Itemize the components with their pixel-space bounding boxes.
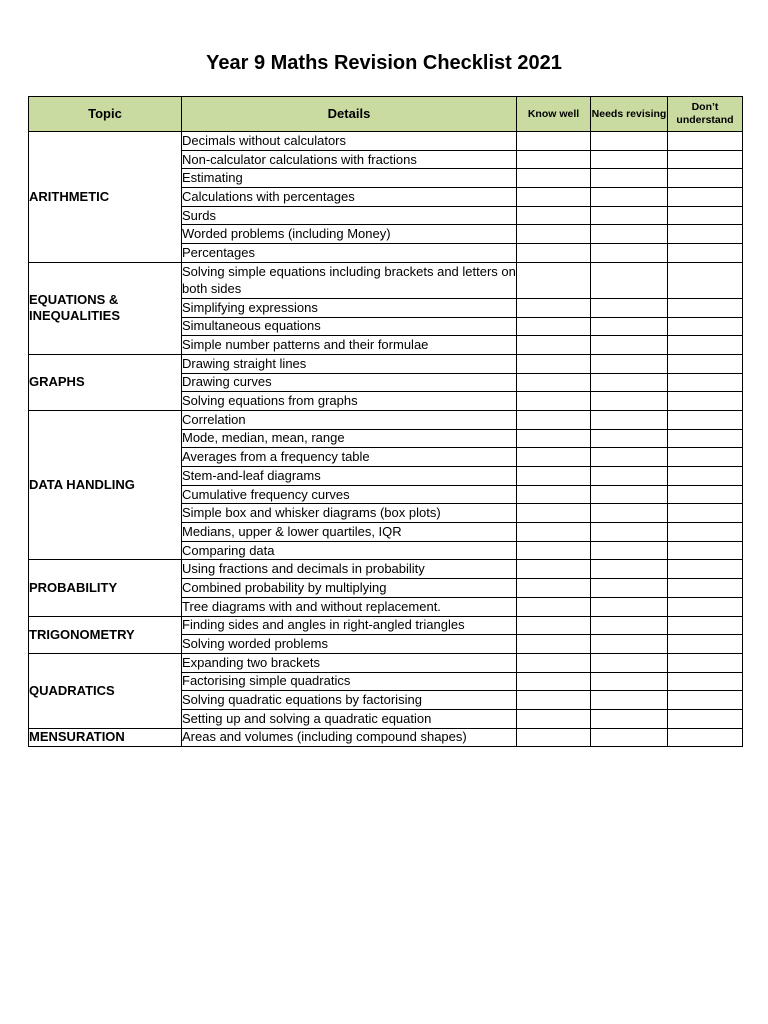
detail-cell: Solving worded problems <box>182 635 517 654</box>
detail-cell: Setting up and solving a quadratic equation <box>182 709 517 728</box>
detail-cell: Simple box and whisker diagrams (box plots) <box>182 504 517 523</box>
know-well-checkbox-cell[interactable] <box>517 354 591 373</box>
topic-cell: GRAPHS <box>29 354 182 410</box>
detail-cell: Mode, median, mean, range <box>182 429 517 448</box>
detail-cell: Non-calculator calculations with fractions <box>182 150 517 169</box>
know-well-checkbox-cell[interactable] <box>517 132 591 151</box>
needs-revising-checkbox-cell[interactable] <box>591 653 668 672</box>
dont-understand-checkbox-cell[interactable] <box>668 691 743 710</box>
header-needs-revising: Needs revising <box>591 97 668 132</box>
detail-cell: Expanding two brackets <box>182 653 517 672</box>
dont-understand-checkbox-cell[interactable] <box>668 336 743 355</box>
dont-understand-checkbox-cell[interactable] <box>668 541 743 560</box>
dont-understand-checkbox-cell[interactable] <box>668 616 743 635</box>
dont-understand-checkbox-cell[interactable] <box>668 188 743 207</box>
dont-understand-checkbox-cell[interactable] <box>668 244 743 263</box>
dont-understand-checkbox-cell[interactable] <box>668 373 743 392</box>
dont-understand-checkbox-cell[interactable] <box>668 392 743 411</box>
detail-cell: Solving quadratic equations by factorising <box>182 691 517 710</box>
header-know-well: Know well <box>517 97 591 132</box>
detail-cell: Factorising simple quadratics <box>182 672 517 691</box>
dont-understand-checkbox-cell[interactable] <box>668 504 743 523</box>
know-well-checkbox-cell[interactable] <box>517 262 591 298</box>
know-well-checkbox-cell[interactable] <box>517 616 591 635</box>
know-well-checkbox-cell[interactable] <box>517 691 591 710</box>
know-well-checkbox-cell[interactable] <box>517 410 591 429</box>
know-well-checkbox-cell[interactable] <box>517 485 591 504</box>
detail-cell: Medians, upper & lower quartiles, IQR <box>182 523 517 542</box>
know-well-checkbox-cell[interactable] <box>517 597 591 616</box>
table-row <box>29 410 743 429</box>
needs-revising-checkbox-cell[interactable] <box>591 709 668 728</box>
know-well-checkbox-cell[interactable] <box>517 523 591 542</box>
know-well-checkbox-cell[interactable] <box>517 373 591 392</box>
needs-revising-checkbox-cell[interactable] <box>591 504 668 523</box>
dont-understand-checkbox-cell[interactable] <box>668 262 743 298</box>
needs-revising-checkbox-cell[interactable] <box>591 616 668 635</box>
topic-cell: DATA HANDLING <box>29 410 182 560</box>
needs-revising-checkbox-cell[interactable] <box>591 132 668 151</box>
needs-revising-checkbox-cell[interactable] <box>591 410 668 429</box>
needs-revising-checkbox-cell[interactable] <box>591 485 668 504</box>
needs-revising-checkbox-cell[interactable] <box>591 225 668 244</box>
topic-cell: EQUATIONS & INEQUALITIES <box>29 262 182 354</box>
dont-understand-checkbox-cell[interactable] <box>668 672 743 691</box>
needs-revising-checkbox-cell[interactable] <box>591 262 668 298</box>
know-well-checkbox-cell[interactable] <box>517 579 591 598</box>
needs-revising-checkbox-cell[interactable] <box>591 691 668 710</box>
know-well-checkbox-cell[interactable] <box>517 225 591 244</box>
table-row <box>29 132 743 151</box>
needs-revising-checkbox-cell[interactable] <box>591 728 668 747</box>
needs-revising-checkbox-cell[interactable] <box>591 244 668 263</box>
detail-cell: Simple number patterns and their formulae <box>182 336 517 355</box>
detail-cell: Surds <box>182 206 517 225</box>
dont-understand-checkbox-cell[interactable] <box>668 597 743 616</box>
detail-cell: Simplifying expressions <box>182 298 517 317</box>
table-row <box>29 262 743 298</box>
know-well-checkbox-cell[interactable] <box>517 635 591 654</box>
header-dont-understand: Don’t understand <box>668 97 743 132</box>
detail-cell: Solving simple equations including brackets and letters on both sides <box>182 264 516 297</box>
needs-revising-checkbox-cell[interactable] <box>591 672 668 691</box>
know-well-checkbox-cell[interactable] <box>517 317 591 336</box>
know-well-checkbox-cell[interactable] <box>517 298 591 317</box>
dont-understand-checkbox-cell[interactable] <box>668 485 743 504</box>
detail-cell: Averages from a frequency table <box>182 448 517 467</box>
needs-revising-checkbox-cell[interactable] <box>591 354 668 373</box>
needs-revising-checkbox-cell[interactable] <box>591 597 668 616</box>
dont-understand-checkbox-cell[interactable] <box>668 523 743 542</box>
dont-understand-checkbox-cell[interactable] <box>668 728 743 747</box>
detail-cell: Tree diagrams with and without replacement. <box>182 597 517 616</box>
dont-understand-checkbox-cell[interactable] <box>668 150 743 169</box>
needs-revising-checkbox-cell[interactable] <box>591 560 668 579</box>
dont-understand-checkbox-cell[interactable] <box>668 410 743 429</box>
header-details: Details <box>182 97 517 132</box>
topic-cell: QUADRATICS <box>29 653 182 728</box>
detail-cell: Cumulative frequency curves <box>182 485 517 504</box>
table-row <box>29 560 743 579</box>
dont-understand-checkbox-cell[interactable] <box>668 579 743 598</box>
dont-understand-checkbox-cell[interactable] <box>668 467 743 486</box>
detail-cell: Stem-and-leaf diagrams <box>182 467 517 486</box>
know-well-checkbox-cell[interactable] <box>517 206 591 225</box>
needs-revising-checkbox-cell[interactable] <box>591 467 668 486</box>
know-well-checkbox-cell[interactable] <box>517 244 591 263</box>
know-well-checkbox-cell[interactable] <box>517 709 591 728</box>
needs-revising-checkbox-cell[interactable] <box>591 150 668 169</box>
table-row <box>29 653 743 672</box>
dont-understand-checkbox-cell[interactable] <box>668 635 743 654</box>
detail-cell: Percentages <box>182 244 517 263</box>
detail-cell: Worded problems (including Money) <box>182 225 517 244</box>
needs-revising-checkbox-cell[interactable] <box>591 392 668 411</box>
detail-cell: Using fractions and decimals in probability <box>182 560 517 579</box>
dont-understand-checkbox-cell[interactable] <box>668 448 743 467</box>
know-well-checkbox-cell[interactable] <box>517 169 591 188</box>
know-well-checkbox-cell[interactable] <box>517 392 591 411</box>
table-row <box>29 728 743 747</box>
know-well-checkbox-cell[interactable] <box>517 653 591 672</box>
know-well-checkbox-cell[interactable] <box>517 504 591 523</box>
dont-understand-checkbox-cell[interactable] <box>668 206 743 225</box>
know-well-checkbox-cell[interactable] <box>517 728 591 747</box>
dont-understand-checkbox-cell[interactable] <box>668 317 743 336</box>
topic-cell: PROBABILITY <box>29 560 182 616</box>
topic-cell: MENSURATION <box>29 728 182 747</box>
know-well-checkbox-cell[interactable] <box>517 150 591 169</box>
know-well-checkbox-cell[interactable] <box>517 672 591 691</box>
detail-cell: Comparing data <box>182 541 517 560</box>
needs-revising-checkbox-cell[interactable] <box>591 336 668 355</box>
know-well-checkbox-cell[interactable] <box>517 467 591 486</box>
dont-understand-checkbox-cell[interactable] <box>668 709 743 728</box>
know-well-checkbox-cell[interactable] <box>517 541 591 560</box>
detail-cell: Solving equations from graphs <box>182 392 517 411</box>
needs-revising-checkbox-cell[interactable] <box>591 448 668 467</box>
know-well-checkbox-cell[interactable] <box>517 429 591 448</box>
needs-revising-checkbox-cell[interactable] <box>591 579 668 598</box>
dont-understand-checkbox-cell[interactable] <box>668 225 743 244</box>
know-well-checkbox-cell[interactable] <box>517 448 591 467</box>
needs-revising-checkbox-cell[interactable] <box>591 206 668 225</box>
know-well-checkbox-cell[interactable] <box>517 336 591 355</box>
header-topic: Topic <box>29 97 182 132</box>
detail-cell: Finding sides and angles in right-angled triangles <box>182 616 517 635</box>
dont-understand-checkbox-cell[interactable] <box>668 429 743 448</box>
needs-revising-checkbox-cell[interactable] <box>591 373 668 392</box>
dont-understand-checkbox-cell[interactable] <box>668 653 743 672</box>
detail-cell: Drawing curves <box>182 373 517 392</box>
needs-revising-checkbox-cell[interactable] <box>591 635 668 654</box>
know-well-checkbox-cell[interactable] <box>517 188 591 207</box>
detail-cell: Decimals without calculators <box>182 132 517 151</box>
know-well-checkbox-cell[interactable] <box>517 560 591 579</box>
dont-understand-checkbox-cell[interactable] <box>668 169 743 188</box>
needs-revising-checkbox-cell[interactable] <box>591 523 668 542</box>
detail-cell: Estimating <box>182 169 517 188</box>
topic-cell: TRIGONOMETRY <box>29 616 182 653</box>
detail-cell: Drawing straight lines <box>182 354 517 373</box>
detail-cell: Combined probability by multiplying <box>182 579 517 598</box>
topic-cell: ARITHMETIC <box>29 132 182 263</box>
needs-revising-checkbox-cell[interactable] <box>591 317 668 336</box>
detail-cell: Calculations with percentages <box>182 188 517 207</box>
table-row <box>29 354 743 373</box>
header-row <box>29 97 743 132</box>
dont-understand-checkbox-cell[interactable] <box>668 132 743 151</box>
page-title: Year 9 Maths Revision Checklist 2021 <box>206 52 562 74</box>
detail-cell: Simultaneous equations <box>182 317 517 336</box>
revision-checklist-table <box>28 96 743 747</box>
table-row <box>29 616 743 635</box>
needs-revising-checkbox-cell[interactable] <box>591 188 668 207</box>
needs-revising-checkbox-cell[interactable] <box>591 429 668 448</box>
dont-understand-checkbox-cell[interactable] <box>668 560 743 579</box>
checklist-body <box>29 132 743 747</box>
dont-understand-checkbox-cell[interactable] <box>668 298 743 317</box>
detail-cell: Areas and volumes (including compound shapes) <box>182 728 517 747</box>
detail-cell: Correlation <box>182 410 517 429</box>
needs-revising-checkbox-cell[interactable] <box>591 169 668 188</box>
needs-revising-checkbox-cell[interactable] <box>591 541 668 560</box>
dont-understand-checkbox-cell[interactable] <box>668 354 743 373</box>
needs-revising-checkbox-cell[interactable] <box>591 298 668 317</box>
